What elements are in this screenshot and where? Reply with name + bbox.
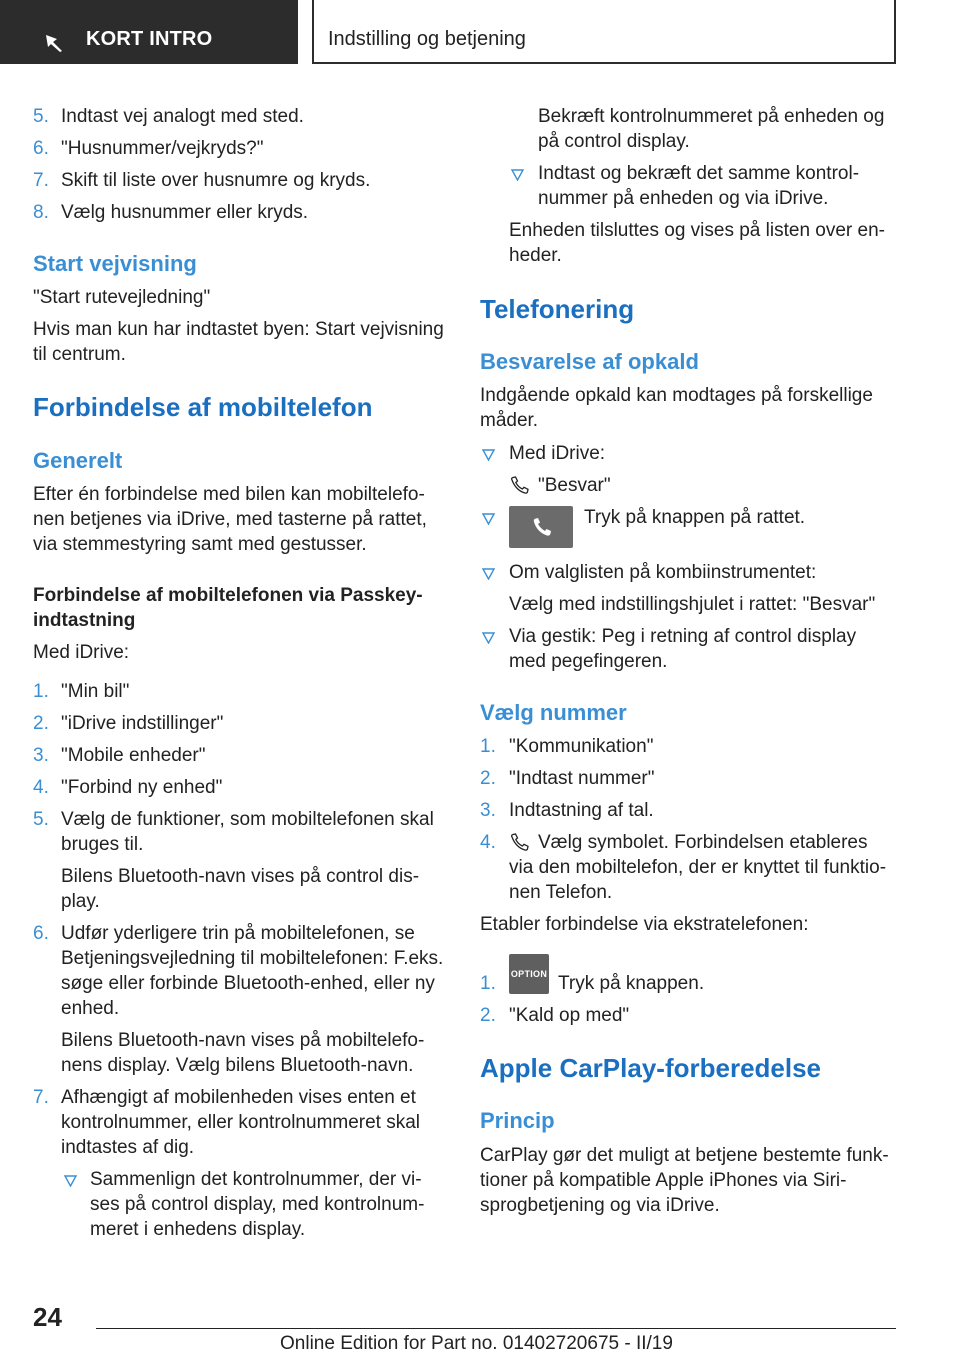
bullet-text: Med iDrive: (509, 443, 606, 464)
paragraph: Enheden tilsluttes og vises på listen over en- (509, 220, 885, 241)
page-number: 24 (33, 1302, 62, 1332)
step-text: "Mobile enheder" (61, 745, 206, 766)
bullet-text: Indtast og bekræft det samme kontrol- (538, 163, 860, 184)
step-text: bruges til. (61, 834, 144, 855)
step-number: 3. (33, 745, 49, 766)
step-text: søge eller forbinde Bluetooth-enhed, eller ny (61, 973, 435, 994)
step-number: 2. (480, 1005, 496, 1026)
section-tab (0, 0, 298, 64)
heading-carplay: Apple CarPlay-forberedelse (480, 1053, 822, 1083)
subheading-answer-call: Besvarelse af opkald (480, 349, 699, 374)
chapter-title: Indstilling og betjening (328, 28, 526, 50)
paragraph: sprogbetjening og via iDrive. (480, 1195, 720, 1216)
bullet-triangle-icon (482, 632, 495, 644)
bullet-text: nummer på enheden og via iDrive. (538, 188, 829, 209)
step-number: 5. (33, 809, 49, 830)
step-text: nen Telefon. (509, 882, 613, 903)
paragraph: Med iDrive: (33, 642, 130, 663)
bullet-text: med pegefingeren. (509, 651, 668, 672)
phone-icon (510, 833, 530, 851)
step-number: 1. (480, 973, 496, 994)
heading-mobile-connection: Forbindelse af mobiltelefon (33, 392, 373, 422)
option-button-label: OPTION (510, 969, 548, 979)
bullet-text: Vælg med indstillingshjulet i rattet: "Besvar" (509, 594, 876, 615)
paragraph: tioner på kompatible Apple iPhones via Siri- (480, 1170, 847, 1191)
step-number: 8. (33, 202, 49, 223)
bullet-triangle-icon (482, 449, 495, 461)
step-text: enhed. (61, 998, 120, 1019)
step-text: Indtast vej analogt med sted. (61, 106, 304, 127)
step-text: "Min bil" (61, 681, 130, 702)
step-number: 4. (33, 777, 49, 798)
paragraph: CarPlay gør det muligt at betjene bestemte funk- (480, 1145, 889, 1166)
section-label: KORT INTRO (86, 28, 213, 50)
step-text: nens display. Vælg bilens Bluetooth-navn. (61, 1055, 414, 1076)
step-text: "Forbind ny enhed" (61, 777, 223, 798)
bullet-text: Via gestik: Peg i retning af control display (509, 626, 857, 647)
subheading-select-number: Vælg nummer (480, 700, 627, 725)
step-number: 3. (480, 800, 496, 821)
paragraph: Etabler forbindelse via ekstratelefonen: (480, 914, 809, 935)
step-number: 2. (480, 768, 496, 789)
phone-icon (510, 476, 530, 494)
bold-heading-passkey: indtastning (33, 610, 136, 631)
paragraph: Efter én forbindelse med bilen kan mobiltelefo- (33, 484, 425, 505)
phone-handset-icon (531, 516, 553, 538)
step-number: 6. (33, 138, 49, 159)
paragraph: Indgående opkald kan modtages på forskellige (480, 385, 873, 406)
bold-heading-passkey: Forbindelse af mobiltelefonen via Passkey- (33, 585, 423, 606)
chapter-tab (312, 0, 896, 64)
step-text: "iDrive indstillinger" (61, 713, 224, 734)
step-text: Vælg symbolet. Forbindelsen etableres (538, 832, 868, 853)
bullet-triangle-icon (64, 1175, 77, 1187)
step-number: 7. (33, 1087, 49, 1108)
subheading-principle: Princip (480, 1108, 555, 1133)
bullet-triangle-icon (482, 513, 495, 525)
bullet-text: meret i enhedens display. (90, 1219, 306, 1240)
bullet-text: Tryk på knappen på rattet. (584, 507, 806, 528)
step-text: Skift til liste over husnumre og kryds. (61, 170, 371, 191)
step-text: Bilens Bluetooth-navn vises på control dis- (61, 866, 420, 887)
step-number: 5. (33, 106, 49, 127)
step-text: Indtastning af tal. (509, 800, 654, 821)
step-text: "Husnummer/vejkryds?" (61, 138, 264, 159)
step-text: "Kald op med" (509, 1005, 630, 1026)
bullet-text: Sammenlign det kontrolnummer, der vi- (90, 1169, 422, 1190)
paragraph: måder. (480, 410, 539, 431)
step-text: via den mobiltelefon, der er knyttet til funktio- (509, 857, 887, 878)
step-text: "Indtast nummer" (509, 768, 655, 789)
paragraph: via stemmestyring samt med gestusser. (33, 534, 367, 555)
bullet-triangle-icon (511, 169, 524, 181)
bullet-triangle-icon (482, 568, 495, 580)
option-button (509, 954, 549, 994)
step-text: Udfør yderligere trin på mobiltelefonen, se (61, 923, 415, 944)
step-number: 6. (33, 923, 49, 944)
step-text: "Kommunikation" (509, 736, 654, 757)
paragraph: Hvis man kun har indtastet byen: Start vejvisning (33, 319, 444, 340)
paragraph: heder. (509, 245, 562, 266)
footer-divider (96, 1328, 896, 1329)
bullet-text: ses på control display, med kontrolnum- (90, 1194, 425, 1215)
step-text: Betjeningsvejledning til mobiltelefonen: F.eks. (61, 948, 444, 969)
subheading-general: Generelt (33, 448, 123, 473)
paragraph: nen betjenes via iDrive, med tasterne på rattet, (33, 509, 427, 530)
steering-wheel-phone-button (509, 506, 573, 548)
step-text: kontrolnummer, eller kontrolnummeret skal (61, 1112, 421, 1133)
step-number: 2. (33, 713, 49, 734)
step-text: Vælg husnummer eller kryds. (61, 202, 309, 223)
paragraph: til centrum. (33, 344, 126, 365)
bullet-text: "Besvar" (538, 475, 611, 496)
arrow-icon (44, 33, 64, 53)
footer-edition: Online Edition for Part no. 01402720675 - II/19 (280, 1333, 673, 1354)
step-number: 1. (33, 681, 49, 702)
bullet-text: Bekræft kontrolnummeret på enheden og (538, 106, 885, 127)
bullet-text: på control display. (538, 131, 690, 152)
step-text: indtastes af dig. (61, 1137, 195, 1158)
step-number: 1. (480, 736, 496, 757)
step-text: Bilens Bluetooth-navn vises på mobiltelefo- (61, 1030, 425, 1051)
step-number: 7. (33, 170, 49, 191)
step-text: Vælg de funktioner, som mobiltelefonen skal (61, 809, 434, 830)
step-text: Tryk på knappen. (558, 973, 705, 994)
step-number: 4. (480, 832, 496, 853)
step-text: play. (61, 891, 100, 912)
step-text: Afhængigt af mobilenheden vises enten et (61, 1087, 416, 1108)
bullet-text: Om valglisten på kombiinstrumentet: (509, 562, 817, 583)
paragraph: "Start rutevejledning" (33, 287, 211, 308)
subheading-start-navigation: Start vejvisning (33, 251, 197, 276)
heading-telephony: Telefonering (480, 294, 635, 324)
